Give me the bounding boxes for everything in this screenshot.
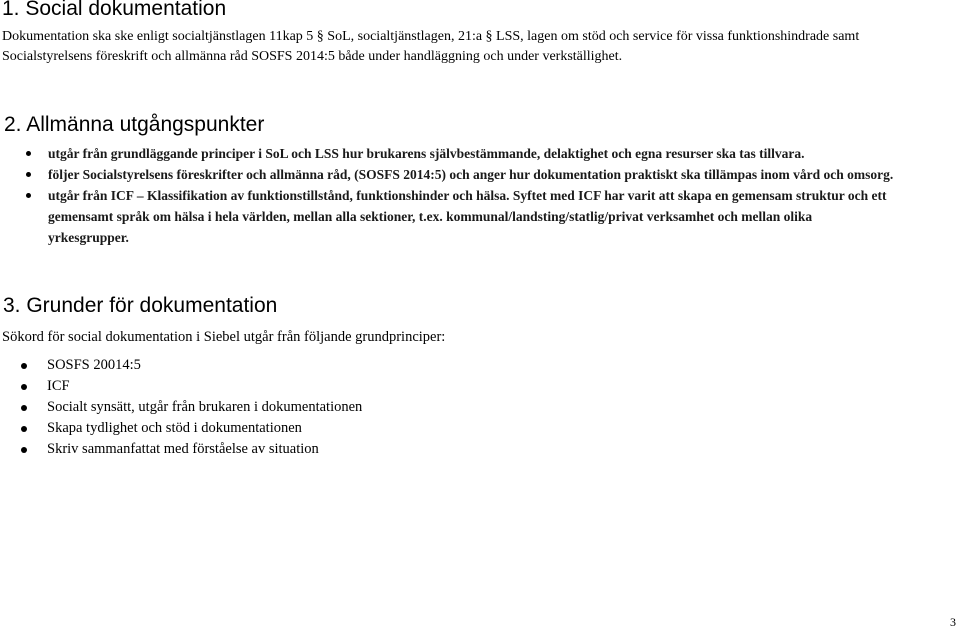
bullet-icon bbox=[21, 384, 27, 390]
list-item-text: ICF bbox=[47, 378, 70, 394]
list-item-text: utgår från ICF – Klassifikation av funktionstillstånd, funktionshinder och hälsa. Syftet med ICF har varit att skapa en gemensam struktur och ett bbox=[48, 188, 887, 203]
section-1-text-line-1: Dokumentation ska ske enligt socialtjänstlagen 11kap 5 § SoL, socialtjänstlagen, 21:a § LSS, lagen om stöd och service för vissa funktionshindrade samt bbox=[2, 29, 860, 44]
bullet-icon bbox=[26, 172, 31, 177]
list-item-text: yrkesgrupper. bbox=[48, 230, 129, 245]
list-item-text: Socialt synsätt, utgår från brukaren i dokumentationen bbox=[47, 399, 363, 415]
bullet-icon bbox=[21, 363, 27, 369]
bullet-icon bbox=[21, 405, 27, 411]
list-item bbox=[0, 418, 362, 439]
page-number: 3 bbox=[950, 615, 956, 629]
bullet-icon bbox=[21, 447, 27, 453]
bullet-icon bbox=[21, 426, 27, 432]
list-item bbox=[0, 143, 893, 164]
list-item bbox=[0, 397, 362, 418]
section-3-bullet-list bbox=[0, 355, 362, 460]
section-1-heading: 1. Social dokumentation bbox=[2, 0, 227, 20]
section-2-bullet-list bbox=[0, 143, 893, 248]
bullet-icon bbox=[26, 151, 31, 156]
list-item-text: gemensamt språk om hälsa i hela världen, mellan alla sektioner, t.ex. kommunal/landsting/statlig/privat verksamhet och mellan olika bbox=[48, 209, 813, 224]
list-item-text: Skriv sammanfattat med förståelse av situation bbox=[47, 441, 319, 457]
list-item bbox=[0, 185, 893, 248]
list-item bbox=[0, 439, 362, 460]
list-item bbox=[0, 355, 362, 376]
section-2-heading: 2. Allmänna utgångspunkter bbox=[4, 113, 265, 136]
bullet-icon bbox=[26, 193, 31, 198]
list-item bbox=[0, 376, 362, 397]
list-item-text: Skapa tydlighet och stöd i dokumentationen bbox=[47, 420, 302, 436]
section-1-text-line-2: Socialstyrelsens föreskrift och allmänna råd SOSFS 2014:5 både under handläggning och under verkställighet. bbox=[2, 49, 623, 64]
list-item-text: följer Socialstyrelsens föreskrifter och allmänna råd, (SOSFS 2014:5) och anger hur dokumentation praktiskt ska tillämpas inom vård och omsorg. bbox=[48, 167, 894, 182]
section-3-intro: Sökord för social dokumentation i Siebel utgår från följande grundprinciper: bbox=[2, 329, 446, 345]
section-3-heading: 3. Grunder för dokumentation bbox=[3, 294, 278, 317]
list-item-text: utgår från grundläggande principer i SoL och LSS hur brukarens självbestämmande, delaktighet och egna resurser ska tas tillvara. bbox=[48, 146, 805, 161]
list-item-text: SOSFS 20014:5 bbox=[47, 357, 141, 373]
list-item bbox=[0, 164, 893, 185]
